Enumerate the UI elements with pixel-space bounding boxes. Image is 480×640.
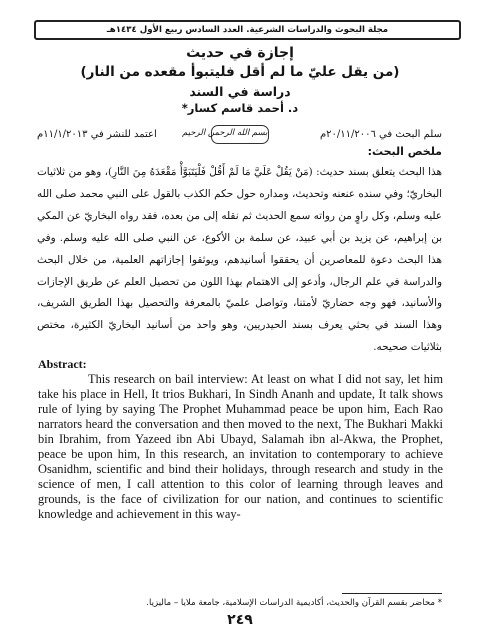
author-footnote: * محاضر بقسم القرآن والحديث، أكاديمية الدراسات الإسلامية، جامعة ملايا – ماليزيا. [146, 598, 442, 608]
footnote-divider [342, 593, 442, 594]
article-subtitle: دراسة في السند [189, 84, 291, 99]
abstract-heading: Abstract: [38, 357, 87, 371]
article-author: د. أحمد قاسم كسار* [181, 101, 299, 115]
article-hadith-title: (من يقل عليّ ما لم أقل فليتبوأ مقعده من النار) [80, 64, 400, 80]
page-number: ٢٤٩ [227, 612, 253, 628]
submission-dates [37, 124, 442, 146]
article-title: إجازة في حديث [186, 45, 294, 61]
received-date: سلم البحث في ٢٠/١١/٢٠٠٦م [319, 129, 442, 140]
arabic-summary-text: هذا البحث يتعلق بسند حديث: (مَنْ يَقُلْ عَلَيَّ مَا لَمْ أَقُلْ فَلْيَتَبَوَّأْ مَقْعَدَهُ مِنَ النَّارِ)، وهو من ثلاثيات البخاريّ؛ وفي سنده عنعنه وتحديث، ومداره حول حكم الكذب بالقول على النبي محمد صلى الله عليه وسلم، وكل راوٍ من رواته سمع الحديث ثم نقله إلى من بعده، فقد رواه البخاريّ عن المكي بن إبراهيم، عن يزيد بن أبي عبيد، عن سلمة بن الأكوع، عن النبي صلى الله عليه وسلم. وفي هذا البحث دعوة للمعاصرين أن يحققوا أسانيدهم، ويوثقوا إجازاتهم العلمية، من خلال البحث والدراسة في علم الرجال، وأدعو إلى الاهتمام بهذا اللون من تحصيل العلم عن طريق الإجازات والأسانيد، فهو وجه حضاريّ لأمتنا، وتواصل علميّ بالمعرفة والتحصيل بهذا الطريق الشريف، وهذا السند في بحثي يعرف بسند الحيدريين، وهو واحد من أسانيد البخاريّ الكثيرة، مختص بثلاثيات صحيحه. [37, 166, 442, 354]
article-title-block [20, 44, 460, 116]
english-abstract [38, 372, 443, 522]
summary-heading: ملخص البحث: [367, 145, 442, 158]
english-abstract-text: This research on bail interview: At least on what I did not say, let him take his place in Hell, It trios Bukhari, In Sindh Ananh and update, It talk shows rule of lying by saying The Prophet Muhammad peace be upon him, Each Rao narrators heard the conversation and then moved to the next, The Bukhari Makki bin Ibrahim, from Yazeed ibn Abi Ubayd, Salamah ibn al-Akwa, the Prophet, peace be upon him, In this research, an invitation to contemporary to achieve Osanidhm, scientific and bind their holidays, through research and study in the science of men, I call attention to this color of learning through leaves and grounds, is the face of civilization for our nation, and continues to scientific knowledge and achievement in this way- [38, 372, 443, 521]
accepted-date: اعتمد للنشر في ١١/١/٢٠١٣م [37, 129, 157, 140]
running-header [34, 20, 461, 40]
basmala-calligraphy: بسم الله الرحمن الرحيم [211, 125, 269, 144]
running-header-text: مجلة البحوث والدراسات الشرعية. العدد السادس ربيع الأول ١٤٣٤هـ [106, 25, 389, 35]
arabic-summary [37, 162, 442, 359]
